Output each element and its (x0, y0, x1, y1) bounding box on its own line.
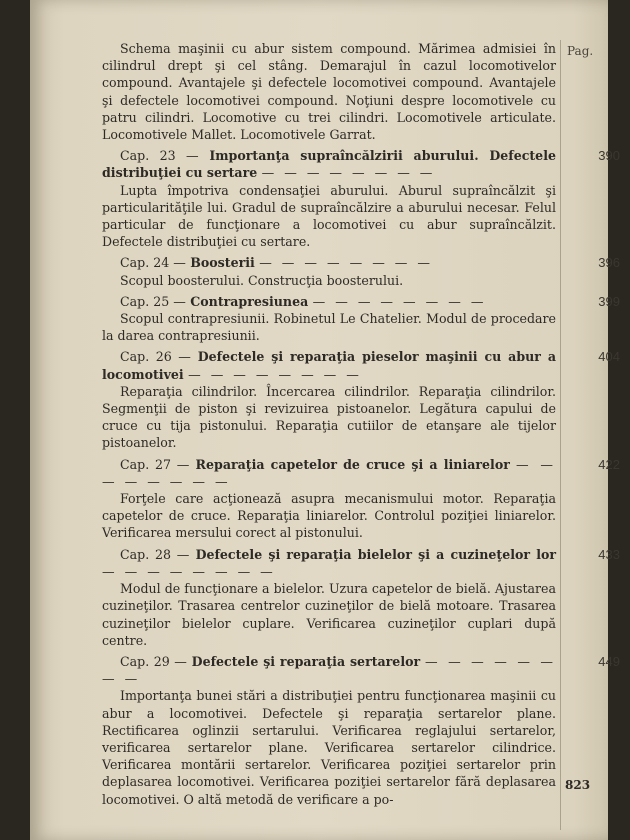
chapter-number: Cap. 23 — (120, 148, 199, 164)
leader-dashes: — — — — — — — — (312, 293, 487, 309)
margin-rule (560, 40, 561, 830)
page-column-label: Pag. (567, 44, 594, 58)
chapter-title: Defectele şi reparaţia pieselor maşinii cu abur a locomotivei (102, 349, 556, 382)
leader-dashes: — — — — — — — — (102, 456, 556, 489)
leader-dashes: — — — — — — — — (188, 366, 362, 382)
chapter-page-number: 449 (598, 653, 620, 669)
chapter-page-number: 396 (598, 255, 620, 271)
leader-dashes: — — — — — — — — (102, 563, 276, 579)
chapter-title: Contrapresiunea (190, 293, 309, 309)
chapter-title: Defectele şi reparaţia bielelor şi a cuzineţelor lor (195, 546, 557, 562)
chapter-heading (102, 147, 620, 181)
chapter-title: Reparaţia capetelor de cruce şi a liniarelor (195, 456, 510, 472)
chapter-description: Scopul boosterului. Construcţia boosterului. (120, 272, 404, 288)
intro-paragraph: Schema maşinii cu abur sistem compound. Mărimea admisiei în cilindrul drept şi cel stâng. Demarajul în cazul locomotivelor compound. Avantajele şi defectele locomotivei compound. Avantajele şi defectele locomotivei compound. Noţiuni despre locomotivele cu patru cilindri. Locomotive cu trei cilindri. Locomotivele articulate. Locomotivele Mallet. Locomotivele Garrat. (102, 41, 556, 143)
leader-dashes: — — — — — — — — (259, 255, 433, 271)
chapter-title: Boosterii (190, 255, 255, 271)
chapter-number: Cap. 27 — (120, 456, 190, 472)
chapter-heading (102, 456, 620, 490)
chapter-heading (102, 653, 620, 687)
chapter-page-number: 390 (598, 148, 620, 164)
leader-dashes: — — — — — — — — (261, 165, 436, 181)
chapter-page-number: 399 (598, 293, 620, 309)
chapter-number: Cap. 29 — (120, 653, 187, 669)
chapter-description: Scopul contrapresiunii. Robinetul Le Chatelier. Modul de procedare la darea contrapresiunii. (102, 311, 556, 344)
chapter-description: Modul de funcţionare a bielelor. Uzura capetelor de bielă. Ajustarea cuzineţilor. Trasarea centrelor cuzineţilor de bielă motoare. Trasarea cuzineţilor bielelor cuplare. Verificarea cuzineţilor cuplari după centre. (102, 581, 556, 648)
page-number: 823 (565, 778, 591, 792)
chapter-number: Cap. 28 — (120, 546, 190, 562)
chapter-title: Importanţa supraîncălzirii aburului. Defectele distribuţiei cu sertare (102, 148, 556, 181)
book-page (30, 0, 620, 840)
chapter-heading (102, 546, 620, 580)
chapter-heading (102, 254, 620, 271)
leader-dashes: — — — — — — — — (102, 653, 556, 687)
chapter-description: Importanţa bunei stări a distribuţiei pentru funcţionarea maşinii cu abur a locomotivei. Defectele şi reparaţia sertarelor plane. Rectificarea oglinzii sertarului. Verificarea reglajului sertarelor, verificarea sertarelor plane. Verificarea sertarelor cilindrice. Verificarea montării sertarelor. Verificarea poziţiei sertarelor prin deplasarea locomotivei. Verificarea poziţiei sertarelor fără deplasarea locomotivei. O altă metodă de verificare a po- (102, 688, 556, 807)
chapter-page-number: 433 (598, 546, 620, 562)
chapter-page-number: 422 (598, 456, 620, 472)
chapter-number: Cap. 25 — (120, 293, 186, 309)
chapter-description: Lupta împotriva condensaţiei aburului. Aburul supraîncălzit şi particularităţile lui. Gradul de supraîncălzire a aburului necesar. Felul particular de funcţionare a locomotivei cu abur supraîncălzit. Defectele distribuţiei cu sertare. (102, 182, 556, 250)
chapter-description: Forţele care acţionează asupra mecanismului motor. Reparaţia capetelor de cruce. Reparaţia liniarelor. Controlul poziţiei liniarelor. Verificarea mersului corect al pistonului. (102, 491, 556, 541)
chapter-heading (102, 293, 620, 310)
chapter-number: Cap. 24 — (120, 255, 186, 271)
chapter-number: Cap. 26 — (120, 349, 191, 365)
chapter-description: Reparaţia cilindrilor. Încercarea cilindrilor. Reparaţia cilindrilor. Segmenţii de piston şi revizuirea pistoanelor. Legătura capului de cruce cu tija pistonului. Reparaţia cutiilor de etanşare ale tijelor pistoanelor. (102, 383, 556, 451)
chapter-heading (102, 348, 620, 382)
chapter-title: Defectele şi reparaţia sertarelor (191, 653, 421, 669)
chapter-page-number: 404 (598, 349, 620, 365)
